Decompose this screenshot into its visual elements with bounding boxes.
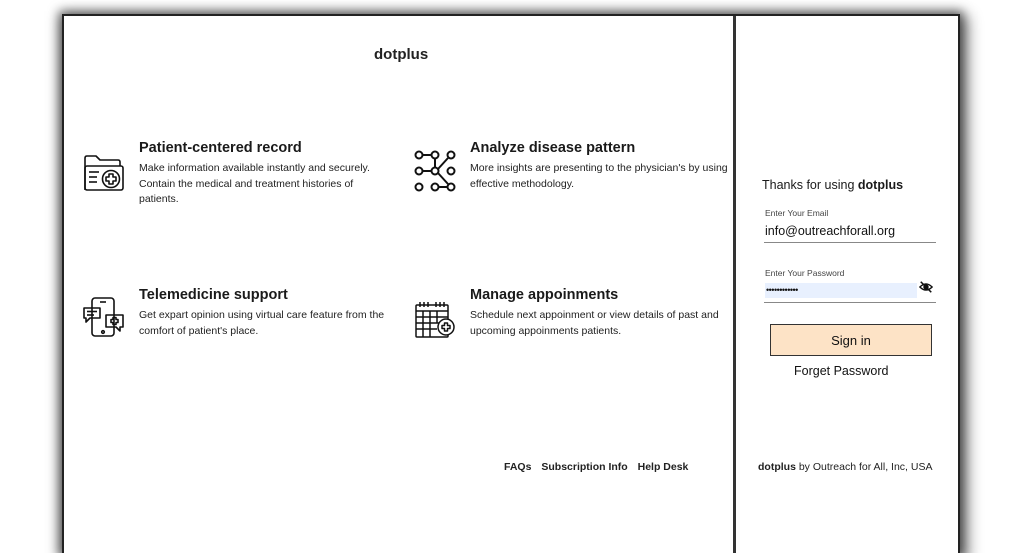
feature-description: Schedule next appoinment or view details of past and upcoming appoinments patients. xyxy=(470,309,719,337)
email-label: Enter Your Email xyxy=(765,208,829,218)
password-underline xyxy=(764,302,936,303)
calendar-medical-icon xyxy=(413,299,457,343)
email-underline xyxy=(764,242,936,243)
login-heading xyxy=(762,178,903,192)
forget-password-link[interactable]: Forget Password xyxy=(794,364,889,378)
feature-title: Telemedicine support xyxy=(139,287,288,303)
credit-line xyxy=(758,461,932,473)
password-label: Enter Your Password xyxy=(765,268,845,278)
eye-slash-icon[interactable] xyxy=(919,280,933,294)
sign-in-button[interactable]: Sign in xyxy=(770,324,932,356)
node-pattern-icon xyxy=(413,150,457,194)
password-field[interactable]: •••••••••••• xyxy=(766,285,798,295)
footer-links xyxy=(504,461,695,473)
panel-divider xyxy=(733,16,736,553)
feature-title: Patient-centered record xyxy=(139,140,302,156)
feature-title: Manage appoinments xyxy=(470,287,619,303)
brand-title: dotplus xyxy=(374,46,429,63)
subscription-info-link[interactable]: Subscription Info xyxy=(541,461,628,473)
credit-brand: dotplus xyxy=(758,461,796,473)
feature-description: Make information available instantly and securely. Contain the medical and treatment histories of patients. xyxy=(139,162,370,205)
email-field[interactable]: info@outreachforall.org xyxy=(765,224,896,238)
login-heading-prefix: Thanks for using xyxy=(762,178,855,192)
login-heading-brand: dotplus xyxy=(857,178,904,192)
feature-description: Get expart opinion using virtual care feature from the comfort of patient's place. xyxy=(139,309,385,337)
telemedicine-chat-icon xyxy=(82,295,126,339)
folder-medical-icon xyxy=(82,150,126,194)
faqs-link[interactable]: FAQs xyxy=(504,461,532,473)
credit-text: by Outreach for All, Inc, USA xyxy=(798,461,933,473)
feature-description: More insights are presenting to the physician's by using effective methodology. xyxy=(470,162,728,190)
help-desk-link[interactable]: Help Desk xyxy=(637,461,689,473)
feature-title: Analyze disease pattern xyxy=(470,140,636,156)
